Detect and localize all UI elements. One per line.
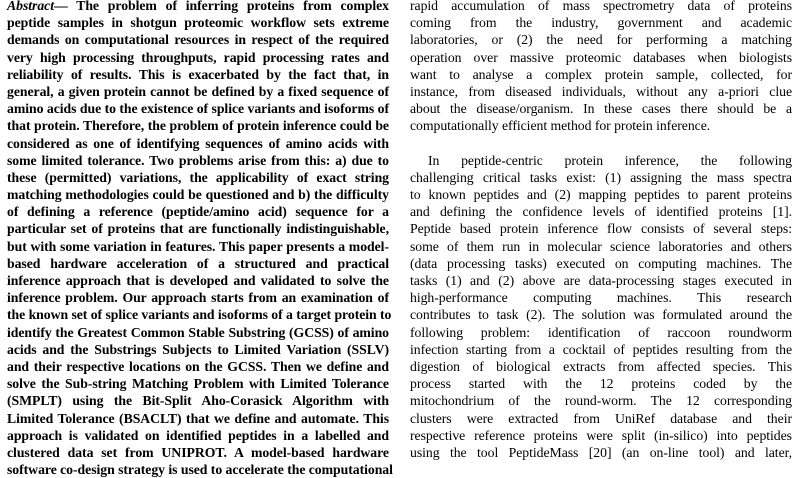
text-line: Limited Tolerance (BSACLT) that we define and automate. This (7, 410, 389, 426)
text-line: very high processing throughputs, rapid processing rates and (7, 49, 389, 65)
text-line: challenging critical tasks exist: (1) assigning the mass spectra (410, 169, 792, 185)
text-line: and defining the confidence levels of identified proteins [1]. (410, 204, 792, 220)
text-line: operation over massive proteomic databases when biologists (410, 49, 792, 65)
text-line: contributes to task (2). The solution was formulated around the (410, 307, 792, 323)
text-line: matching methodologies could be questioned and b) the difficulty (7, 187, 389, 203)
text-line: these (permitted) variations, the applicability of exact string (7, 169, 389, 185)
text-line: Peptide based protein inference flow consists of several steps: (410, 221, 792, 237)
text-line: want to analyse a complex protein sample, collected, for (410, 66, 792, 82)
text-line: solve the Sub-string Matching Problem with Limited Tolerance (7, 376, 389, 392)
text-line: instance, from diseased individuals, without any a-priori clue (410, 83, 792, 99)
text-line: inference approach that is developed and validated to solve the (7, 273, 389, 288)
text-line: demands on computational resources in respect of the required (7, 32, 389, 48)
text-line: some of them run in molecular science laboratories and others (410, 238, 792, 254)
text-line: inference problem. Our approach starts from an examination of (7, 290, 389, 306)
text-line: and their respective locations on the GCSS. Then we define and (7, 358, 389, 374)
text-line: rapid accumulation of mass spectrometry data of proteins (410, 0, 792, 13)
body-paragraph-1 (410, 0, 792, 135)
text-line: that protein. Therefore, the problem of protein inference could be (7, 118, 389, 134)
text-line: general, a given protein cannot be defined by a fixed sequence of (7, 83, 389, 99)
text-line: high-performance computing machines. This research (410, 290, 792, 306)
text-line: using the tool PeptideMass [20] (an on-line tool) and later, (410, 444, 792, 460)
text-line: the known set of splice variants and isoforms of a target protein to (7, 307, 392, 323)
text-line: (data processing tasks) executed on computing machines. The (410, 255, 792, 271)
abstract-column (7, 0, 393, 478)
text-line: based hardware acceleration of a structured and practical (7, 255, 389, 271)
text-line: In peptide-centric protein inference, the following (428, 152, 792, 168)
abstract-label: Abstract (7, 0, 54, 13)
text-line: coming from the industry, government and academic (410, 15, 792, 31)
text-line: clusters were extracted from UniRef database and their (410, 410, 792, 426)
text-line: computationally efficient method for protein inference. (410, 118, 711, 134)
text-line: acids and the Substrings Subjects to Limited Variation (SSLV) (7, 341, 389, 357)
text-line: identify the Greatest Common Stable Substring (GCSS) of amino (7, 324, 389, 340)
body-paragraph-2 (410, 152, 792, 461)
text-line: amino acids due to the existence of splice variants and isoforms of (7, 101, 389, 117)
text-line: considered as one of identifying sequences of amino acids with (7, 135, 389, 151)
text-line: approach is validated on identified peptides in a labelled and (7, 427, 389, 443)
text-line: some limited tolerance. Two problems arise from this: a) due to (7, 152, 389, 168)
text-line: particular set of proteins that are functionally indistinguishable, (7, 221, 389, 237)
body-column (410, 0, 792, 461)
text-line: of defining a reference (peptide/amino acid) sequence for a (7, 204, 389, 220)
text-line: to known peptides and (2) mapping peptides to parent proteins (410, 187, 792, 203)
text-line: (SMPLT) using the Bit-Split Aho-Corasick Algorithm with (7, 393, 389, 409)
text-line: software co-design strategy is used to accelerate the computational (7, 462, 393, 478)
paragraph-gap (410, 135, 792, 152)
text-line: laboratories, or (2) the need for performing a matching (410, 32, 792, 48)
text-line: peptide samples in shotgun proteomic workflow sets extreme (7, 15, 389, 31)
text-line: but with some variation in features. This paper presents a model- (7, 238, 389, 254)
text-line: digestion of biological extracts from affected species. This (410, 358, 792, 374)
text-line: reliability of results. This is exacerbated by the fact that, in (7, 66, 389, 82)
text-line (7, 0, 389, 14)
text-line: respective reference proteins were split (in-silico) into peptides (410, 427, 792, 443)
abstract-paragraph (7, 0, 393, 478)
text-line: following problem: identification of raccoon roundworm (410, 324, 792, 340)
text-line: mitochondrium of the round-worm. The 12 corresponding (410, 393, 792, 409)
text-line: clustered data set from UNIPROT. A model-based hardware (7, 444, 389, 460)
text-line: infection starting from a cocktail of peptides resulting from the (410, 341, 792, 357)
text-line: process started with the 12 proteins coded by the (410, 376, 792, 392)
text-line: about the disease/organism. In these cases there should be a (410, 101, 792, 117)
text-line-content: — The problem of inferring proteins from complex (53, 0, 389, 13)
text-line: tasks (1) and (2) above are data-processing stages executed in (410, 273, 792, 288)
